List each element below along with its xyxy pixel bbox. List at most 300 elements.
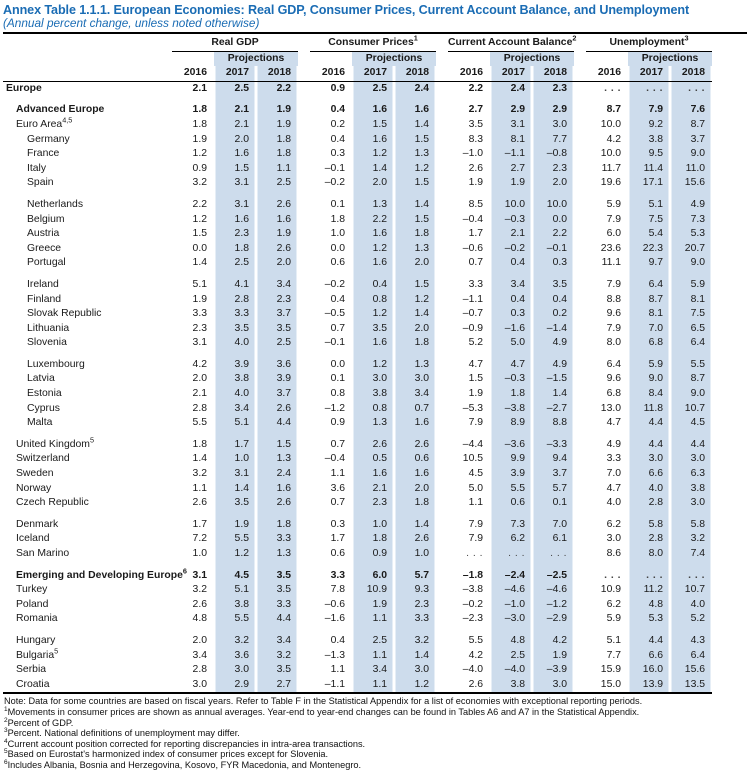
value-cell: –0.9: [462, 322, 484, 334]
value-cell: 19.6: [600, 177, 622, 189]
table-row: [3, 547, 712, 562]
value-cell: 2.5: [214, 81, 256, 96]
value-cell: –2.7: [532, 402, 574, 417]
value-cell: 1.6: [214, 213, 256, 228]
group-spacer: [298, 271, 310, 293]
value-cell: 6.4: [670, 336, 712, 351]
group-spacer: [574, 678, 586, 694]
table-row: [3, 322, 712, 337]
value-cell: 3.0: [628, 452, 670, 467]
value-cell: . . .: [628, 81, 670, 96]
row-label: Hungary: [16, 634, 56, 646]
value-cell: 7.5: [628, 213, 670, 228]
value-cell: 1.7: [468, 228, 484, 240]
table-row: [3, 562, 712, 584]
value-cell: . . .: [604, 82, 622, 94]
value-cell: 3.0: [532, 678, 574, 694]
value-cell: 4.0: [214, 336, 256, 351]
value-cell: 3.4: [352, 663, 394, 678]
value-cell: 2.2: [192, 198, 207, 210]
value-cell: 0.3: [330, 518, 346, 530]
value-cell: 3.6: [214, 649, 256, 664]
value-cell: 3.5: [256, 663, 298, 678]
value-cell: 2.0: [394, 322, 436, 337]
value-cell: 5.1: [628, 191, 670, 213]
value-cell: 3.3: [468, 278, 484, 290]
value-cell: 7.9: [606, 322, 622, 334]
group-spacer: [298, 387, 310, 402]
value-cell: 1.0: [192, 548, 207, 559]
value-cell: 3.3: [256, 532, 298, 547]
value-cell: 5.1: [214, 583, 256, 598]
value-cell: 3.4: [214, 402, 256, 417]
value-cell: 1.6: [256, 482, 298, 497]
value-cell: 1.4: [214, 482, 256, 497]
value-cell: 3.2: [214, 627, 256, 649]
label-column-header: [3, 36, 172, 51]
value-cell: –0.2: [324, 177, 346, 189]
value-cell: 0.4: [490, 293, 532, 308]
group-spacer: [298, 81, 310, 96]
value-cell: 3.5: [256, 322, 298, 337]
value-cell: 2.7: [490, 162, 532, 177]
value-cell: 3.5: [214, 496, 256, 511]
value-cell: 4.0: [628, 482, 670, 497]
table-row: [3, 271, 712, 293]
value-cell: 2.0: [256, 256, 298, 271]
value-cell: . . .: [466, 548, 484, 559]
value-cell: 5.8: [628, 511, 670, 533]
group-header-consumer-prices: Consumer Prices$^1$: [310, 36, 436, 51]
value-cell: 2.6: [256, 191, 298, 213]
row-label: Estonia: [27, 388, 62, 400]
value-cell: 1.1: [468, 497, 484, 509]
value-cell: 3.4: [256, 271, 298, 293]
group-spacer: [298, 678, 310, 694]
group-spacer: [436, 118, 448, 133]
value-cell: 10.5: [462, 453, 484, 465]
table-row: [3, 307, 712, 322]
value-cell: 1.7: [214, 431, 256, 453]
group-spacer: [298, 133, 310, 148]
value-cell: –0.6: [324, 598, 346, 610]
group-spacer: [574, 176, 586, 191]
value-cell: 2.2: [352, 213, 394, 228]
value-cell: 16.0: [628, 663, 670, 678]
value-cell: 2.6: [468, 162, 484, 174]
value-cell: 3.5: [256, 583, 298, 598]
row-label: United Kingdom$^5$: [16, 435, 94, 450]
value-cell: 5.4: [628, 227, 670, 242]
value-cell: 5.5: [468, 634, 484, 646]
value-cell: 1.9: [214, 511, 256, 533]
row-label: Malta: [27, 417, 53, 429]
group-header-unemployment: Unemployment$^3$: [586, 36, 712, 51]
group-spacer: [574, 162, 586, 177]
value-cell: 5.8: [670, 511, 712, 533]
value-cell: 4.4: [628, 627, 670, 649]
group-spacer: [436, 532, 448, 547]
value-cell: 6.0: [606, 228, 622, 240]
value-cell: 6.5: [670, 322, 712, 337]
value-cell: 1.4: [394, 307, 436, 322]
value-cell: 2.5: [256, 336, 298, 351]
value-cell: 0.0: [532, 213, 574, 228]
value-cell: 15.9: [600, 664, 622, 676]
value-cell: 0.0: [192, 242, 207, 254]
value-cell: 2.3: [256, 293, 298, 308]
value-cell: 2.6: [192, 598, 207, 610]
value-cell: 4.2: [468, 649, 484, 661]
group-spacer: [574, 213, 586, 228]
group-spacer: [436, 431, 448, 453]
value-cell: 9.0: [670, 256, 712, 271]
value-cell: 0.4: [532, 293, 574, 308]
value-cell: 1.5: [394, 271, 436, 293]
group-spacer: [574, 562, 586, 584]
value-cell: 1.2: [192, 148, 207, 160]
value-cell: 15.6: [670, 176, 712, 191]
value-cell: 8.9: [490, 416, 532, 431]
value-cell: . . .: [490, 547, 532, 562]
value-cell: 5.5: [192, 417, 207, 429]
value-cell: 0.7: [330, 438, 346, 450]
value-cell: –4.0: [462, 664, 484, 676]
value-cell: 0.8: [330, 388, 346, 400]
value-cell: 2.1: [214, 96, 256, 118]
group-spacer: [436, 176, 448, 191]
year-header: 2017: [352, 66, 394, 81]
value-cell: 1.8: [192, 118, 207, 130]
value-cell: 0.4: [330, 634, 346, 646]
value-cell: –1.2: [324, 402, 346, 414]
table-row: [3, 81, 712, 96]
group-spacer: [436, 307, 448, 322]
value-cell: 2.1: [352, 482, 394, 497]
group-spacer: [298, 532, 310, 547]
value-cell: 1.2: [352, 147, 394, 162]
group-spacer: [298, 467, 310, 482]
table-subtitle: (Annual percent change, unless noted otherwise): [3, 16, 260, 30]
value-cell: . . .: [628, 562, 670, 584]
value-cell: 1.0: [330, 228, 346, 240]
note-line: Note: Data for some countries are based on fiscal years. Refer to Table F in the Statistical Appendix for a list of economies with exceptional reporting periods.: [4, 696, 643, 707]
value-cell: 4.3: [670, 627, 712, 649]
value-cell: 2.8: [628, 532, 670, 547]
group-spacer: [298, 496, 310, 511]
value-cell: –1.0: [462, 148, 484, 160]
table-row: [3, 467, 712, 482]
value-cell: 1.4: [352, 162, 394, 177]
value-cell: 2.1: [214, 118, 256, 133]
value-cell: 7.9: [468, 533, 484, 545]
value-cell: 1.1: [352, 649, 394, 664]
value-cell: –1.5: [532, 372, 574, 387]
value-cell: 3.9: [490, 467, 532, 482]
economies-table: [3, 33, 712, 694]
group-spacer: [298, 663, 310, 678]
value-cell: –4.0: [490, 663, 532, 678]
value-cell: 4.0: [214, 387, 256, 402]
value-cell: 3.1: [214, 467, 256, 482]
value-cell: 11.0: [670, 162, 712, 177]
group-spacer: [298, 649, 310, 664]
value-cell: 7.0: [532, 511, 574, 533]
value-cell: 10.0: [600, 118, 622, 130]
value-cell: 1.0: [394, 547, 436, 562]
value-cell: 11.4: [628, 162, 670, 177]
value-cell: 15.0: [586, 678, 628, 694]
value-cell: 3.8: [214, 598, 256, 613]
group-spacer: [298, 96, 310, 118]
note-line: $^1$Movements in consumer prices are shown as annual averages. Year-end to year-end changes can be found in Tables A6 and A7 in the Statistical Appendix.: [4, 705, 640, 717]
value-cell: 3.1: [490, 118, 532, 133]
value-cell: 2.6: [256, 242, 298, 257]
group-spacer: [436, 242, 448, 257]
value-cell: 2.5: [352, 627, 394, 649]
group-spacer: [436, 547, 448, 562]
group-spacer: [436, 402, 448, 417]
value-cell: 3.3: [606, 453, 622, 465]
table-body: [3, 81, 712, 693]
value-cell: 0.1: [532, 496, 574, 511]
row-label: Emerging and Developing Europe$^6$: [16, 566, 187, 581]
value-cell: 0.8: [352, 402, 394, 417]
group-spacer: [574, 81, 586, 96]
value-cell: 22.3: [628, 242, 670, 257]
value-cell: 0.4: [330, 293, 346, 305]
row-label: Ireland: [27, 278, 59, 290]
value-cell: 3.7: [532, 467, 574, 482]
row-label: Slovak Republic: [27, 308, 102, 320]
group-spacer: [436, 293, 448, 308]
value-cell: 6.2: [490, 532, 532, 547]
value-cell: 1.4: [192, 257, 207, 269]
projections-row: [3, 51, 712, 66]
value-cell: –1.0: [490, 598, 532, 613]
value-cell: 1.9: [192, 133, 207, 145]
group-spacer: [574, 532, 586, 547]
table-row: [3, 583, 712, 598]
value-cell: 7.6: [670, 96, 712, 118]
value-cell: 1.5: [352, 118, 394, 133]
value-cell: 2.5: [352, 81, 394, 96]
value-cell: 10.0: [532, 191, 574, 213]
value-cell: –3.8: [462, 584, 484, 596]
value-cell: 9.6: [606, 373, 622, 385]
group-spacer: [298, 336, 310, 351]
value-cell: 3.3: [214, 307, 256, 322]
value-cell: 6.6: [628, 467, 670, 482]
value-cell: 2.4: [256, 467, 298, 482]
value-cell: 3.7: [256, 307, 298, 322]
value-cell: 4.4: [256, 612, 298, 627]
value-cell: 1.1: [352, 678, 394, 694]
group-spacer: [298, 256, 310, 271]
value-cell: 2.8: [628, 496, 670, 511]
value-cell: –0.6: [462, 242, 484, 254]
value-cell: . . .: [532, 547, 574, 562]
row-label: Croatia: [3, 678, 172, 694]
group-spacer: [574, 612, 586, 627]
group-spacer: [574, 663, 586, 678]
value-cell: 4.5: [670, 416, 712, 431]
value-cell: 10.0: [490, 191, 532, 213]
group-spacer: [436, 649, 448, 664]
value-cell: 5.1: [606, 634, 622, 646]
value-cell: 0.5: [352, 452, 394, 467]
group-spacer: [436, 663, 448, 678]
value-cell: 9.7: [628, 256, 670, 271]
group-spacer: [574, 351, 586, 373]
value-cell: 13.9: [628, 678, 670, 694]
value-cell: 0.1: [330, 198, 346, 210]
group-spacer: [436, 162, 448, 177]
value-cell: 4.0: [606, 497, 622, 509]
value-cell: 3.5: [214, 322, 256, 337]
value-cell: 5.1: [192, 278, 207, 290]
group-spacer: [436, 678, 448, 694]
group-spacer: [436, 583, 448, 598]
table-row: [3, 242, 712, 257]
value-cell: 10.7: [670, 583, 712, 598]
row-label: Denmark: [16, 518, 59, 530]
value-cell: 8.7: [670, 118, 712, 133]
value-cell: 3.2: [192, 468, 207, 480]
value-cell: 3.6: [256, 351, 298, 373]
value-cell: –1.1: [490, 147, 532, 162]
value-cell: 11.1: [601, 257, 622, 269]
value-cell: 1.8: [490, 387, 532, 402]
value-cell: 4.2: [192, 358, 207, 370]
value-cell: 1.0: [214, 452, 256, 467]
group-spacer: [574, 191, 586, 213]
value-cell: 1.5: [256, 431, 298, 453]
value-cell: 3.1: [214, 176, 256, 191]
value-cell: 3.0: [606, 533, 622, 545]
table-row: [3, 213, 712, 228]
value-cell: 8.0: [628, 547, 670, 562]
group-spacer: [298, 307, 310, 322]
group-spacer: [574, 387, 586, 402]
value-cell: –0.4: [324, 453, 346, 465]
row-label: Norway: [16, 482, 52, 494]
value-cell: 1.5: [192, 228, 207, 240]
value-cell: –4.4: [462, 438, 484, 450]
group-spacer: [436, 322, 448, 337]
value-cell: 1.3: [394, 147, 436, 162]
value-cell: 1.4: [532, 387, 574, 402]
group-spacer: [436, 81, 448, 96]
value-cell: –3.8: [490, 402, 532, 417]
table-row: [3, 663, 712, 678]
group-spacer: [298, 431, 310, 453]
year-header: 2017: [628, 66, 670, 81]
group-spacer: [574, 496, 586, 511]
value-cell: 7.3: [670, 213, 712, 228]
value-cell: 1.8: [256, 147, 298, 162]
value-cell: 1.6: [394, 96, 436, 118]
group-spacer: [436, 467, 448, 482]
table-row: [3, 176, 712, 191]
value-cell: 1.6: [214, 147, 256, 162]
year-header: 2018: [532, 66, 574, 81]
group-spacer: [298, 242, 310, 257]
group-spacer: [436, 372, 448, 387]
value-cell: 1.2: [214, 547, 256, 562]
value-cell: 3.8: [352, 387, 394, 402]
value-cell: –3.6: [490, 431, 532, 453]
value-cell: 1.6: [352, 133, 394, 148]
group-spacer: [436, 351, 448, 373]
value-cell: 8.7: [628, 293, 670, 308]
value-cell: 1.2: [352, 307, 394, 322]
value-cell: 0.9: [330, 82, 346, 94]
value-cell: 1.8: [192, 104, 207, 116]
value-cell: 1.9: [532, 649, 574, 664]
value-cell: 2.6: [394, 431, 436, 453]
value-cell: 8.8: [532, 416, 574, 431]
group-spacer: [436, 96, 448, 118]
group-spacer: [574, 133, 586, 148]
group-spacer: [298, 402, 310, 417]
row-label: Latvia: [27, 373, 55, 385]
group-spacer: [574, 293, 586, 308]
value-cell: 20.7: [670, 242, 712, 257]
value-cell: 6.6: [628, 649, 670, 664]
value-cell: 15.6: [670, 663, 712, 678]
value-cell: 2.9: [532, 96, 574, 118]
group-spacer: [574, 322, 586, 337]
value-cell: 3.3: [256, 598, 298, 613]
value-cell: 1.2: [394, 162, 436, 177]
value-cell: 0.4: [330, 104, 346, 116]
value-cell: 2.3: [214, 227, 256, 242]
row-label: France: [27, 148, 60, 160]
group-spacer: [436, 598, 448, 613]
value-cell: 3.5: [468, 118, 484, 130]
value-cell: –1.6: [324, 613, 346, 625]
table-title: Annex Table 1.1.1. European Economies: Real GDP, Consumer Prices, Current Account Balance, and Unemployment: [3, 3, 690, 17]
value-cell: 1.1: [330, 664, 346, 676]
group-spacer: [436, 511, 448, 533]
value-cell: 9.4: [532, 452, 574, 467]
group-spacer: [298, 227, 310, 242]
value-cell: 1.2: [192, 213, 207, 225]
value-cell: 2.1: [490, 227, 532, 242]
group-spacer: [298, 452, 310, 467]
value-cell: 1.9: [468, 177, 484, 189]
value-cell: 3.8: [628, 133, 670, 148]
value-cell: 11.2: [628, 583, 670, 598]
value-cell: 1.8: [352, 532, 394, 547]
value-cell: –0.2: [324, 278, 346, 290]
group-spacer: [298, 511, 310, 533]
group-spacer: [436, 336, 448, 351]
group-spacer: [574, 242, 586, 257]
value-cell: 2.3: [532, 81, 574, 96]
note-line: $^2$Percent of GDP.: [4, 716, 74, 728]
value-cell: 4.9: [606, 438, 622, 450]
value-cell: 6.8: [628, 336, 670, 351]
value-cell: 7.9: [606, 278, 622, 290]
value-cell: 4.5: [214, 562, 256, 584]
group-spacer: [298, 176, 310, 191]
value-cell: 3.5: [352, 322, 394, 337]
value-cell: 0.3: [330, 148, 346, 160]
group-spacer: [436, 256, 448, 271]
table-row: [3, 402, 712, 417]
